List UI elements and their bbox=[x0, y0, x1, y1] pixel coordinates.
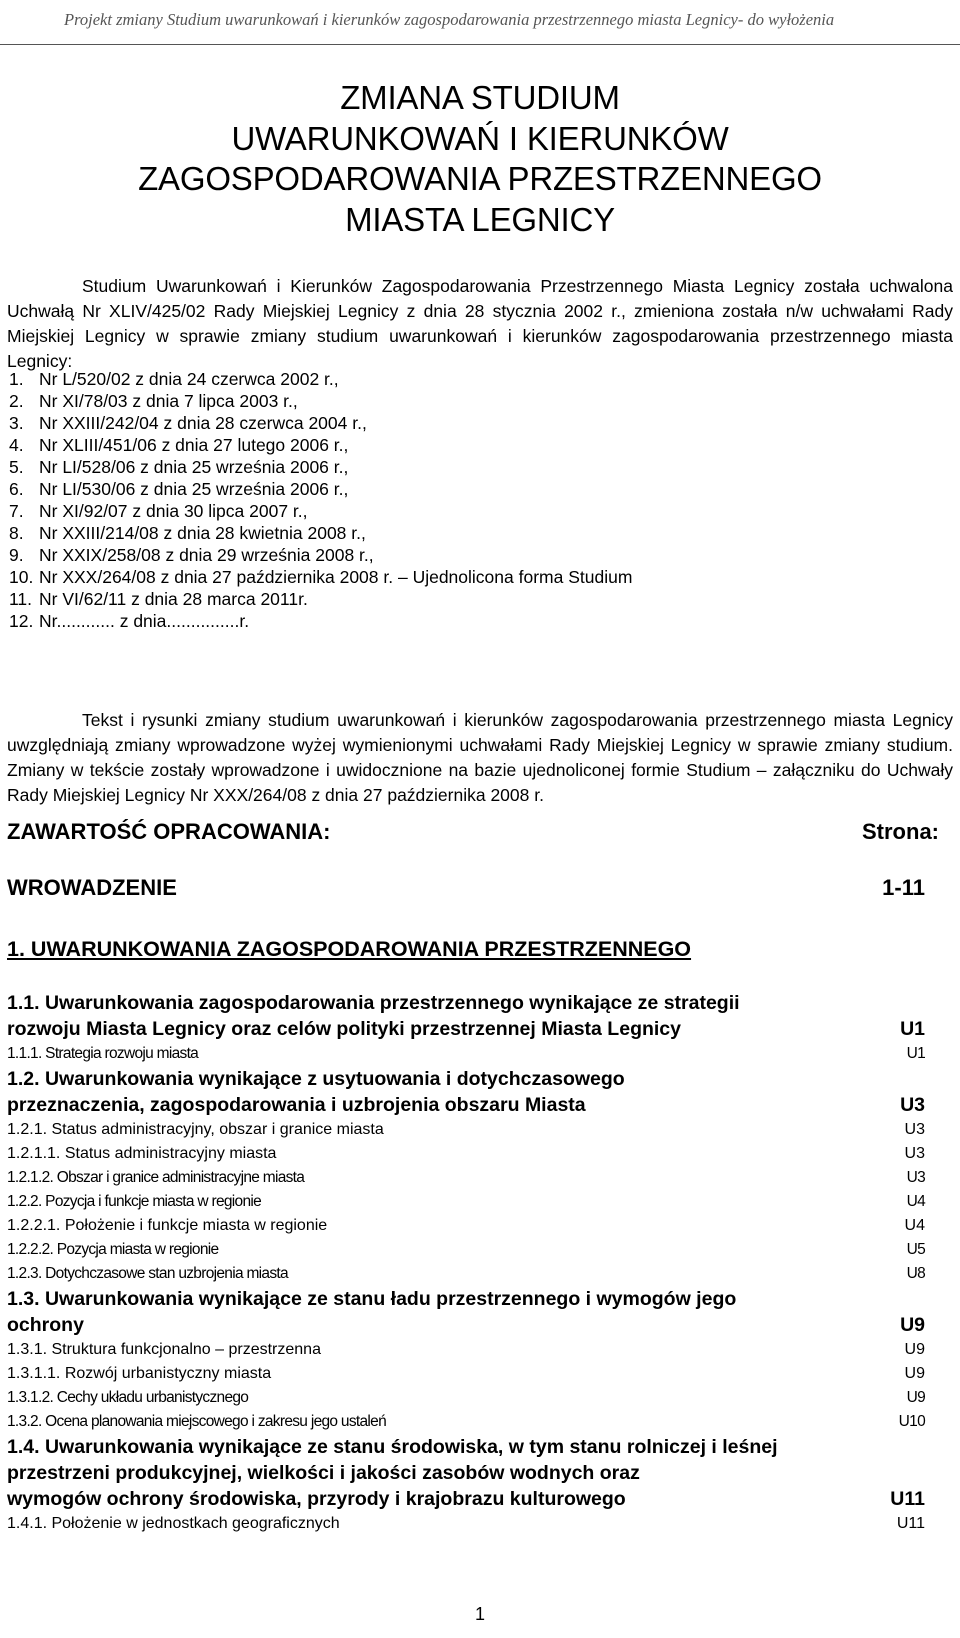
list-item-number: 1. bbox=[9, 369, 24, 389]
list-item-text: Nr XXIII/242/04 z dnia 28 czerwca 2004 r., bbox=[39, 413, 367, 433]
toc-entry-line: 1.2.2.1. Położenie i funkcje miasta w regionie bbox=[7, 1217, 328, 1234]
toc-entry[interactable] bbox=[7, 1066, 925, 1118]
list-item bbox=[7, 522, 953, 544]
toc-entry-page: U9 bbox=[904, 1365, 925, 1382]
list-item-text: Nr XLIII/451/06 z dnia 27 lutego 2006 r., bbox=[39, 435, 349, 455]
toc-entry[interactable] bbox=[7, 1214, 925, 1238]
list-item-number: 6. bbox=[9, 479, 24, 499]
toc-entry-page: U9 bbox=[904, 1341, 925, 1358]
list-item-number: 8. bbox=[9, 523, 24, 543]
contents-heading: ZAWARTOŚĆ OPRACOWANIA: bbox=[7, 819, 331, 844]
toc-entry-line: 1.4. Uwarunkowania wynikające ze stanu środowiska, w tym stanu rolniczej i leśnej bbox=[7, 1436, 778, 1458]
toc-entry-page: U3 bbox=[906, 1169, 925, 1186]
list-item-number: 12. bbox=[9, 611, 34, 631]
list-item bbox=[7, 544, 953, 566]
toc-entry[interactable] bbox=[7, 1286, 925, 1338]
contents-heading-row bbox=[7, 819, 939, 845]
toc-entry-page: U1 bbox=[906, 1045, 925, 1062]
list-item-text: Nr L/520/02 z dnia 24 czerwca 2002 r., bbox=[39, 369, 339, 389]
list-item-number: 2. bbox=[9, 391, 24, 411]
toc-entry[interactable] bbox=[7, 1512, 925, 1536]
list-item-text: Nr XXIII/214/08 z dnia 28 kwietnia 2008 r., bbox=[39, 523, 366, 543]
list-item bbox=[7, 610, 953, 632]
list-item-number: 4. bbox=[9, 435, 24, 455]
list-item-text: Nr XXX/264/08 z dnia 27 października 2008 r. – Ujednolicona forma Studium bbox=[39, 567, 633, 587]
toc-entry-line: 1.2.1.2. Obszar i granice administracyjne miasta bbox=[7, 1169, 305, 1186]
toc-entry[interactable] bbox=[7, 1166, 925, 1190]
summary-text: Tekst i rysunki zmiany studium uwarunkowań i kierunków zagospodarowania przestrzennego miasta Legnicy uwzględniają zmiany wprowadzone wyżej wymienionymi uchwałami Rady Miejskiej Legnicy w sprawie zmiany studium. Zmiany w tekście zostały wprowadzone i uwidocznione na bazie ujednoliconej formie Studium – załączniku do Uchwały Rady Miejskiej Legnicy Nr XXX/264/08 z dnia 27 października 2008 r. bbox=[7, 710, 953, 805]
toc-entry-page: U8 bbox=[906, 1265, 925, 1282]
toc-entry-page: U10 bbox=[898, 1413, 925, 1430]
list-item bbox=[7, 456, 953, 478]
toc-entry-page: U3 bbox=[900, 1094, 925, 1116]
page-number: 1 bbox=[474, 1604, 485, 1624]
toc-entry[interactable] bbox=[7, 1338, 925, 1362]
toc-entry-line: 1.3.1. Struktura funkcjonalno – przestrzenna bbox=[7, 1341, 321, 1358]
summary-paragraph bbox=[7, 708, 953, 808]
toc-entry-line: 1.2.2.2. Pozycja miasta w regionie bbox=[7, 1241, 219, 1258]
list-item-number: 9. bbox=[9, 545, 24, 565]
toc-entry[interactable] bbox=[7, 990, 925, 1042]
title-line: ZMIANA STUDIUM bbox=[340, 79, 620, 116]
toc-entry[interactable] bbox=[7, 1142, 925, 1166]
introduction-row bbox=[7, 875, 925, 901]
toc-list bbox=[7, 990, 925, 1536]
list-item-number: 7. bbox=[9, 501, 24, 521]
list-item bbox=[7, 390, 953, 412]
list-item bbox=[7, 434, 953, 456]
list-item-text: Nr LI/530/06 z dnia 25 września 2006 r., bbox=[39, 479, 349, 499]
toc-entry-line: rozwoju Miasta Legnicy oraz celów polityki przestrzennej Miasta Legnicy bbox=[7, 1018, 681, 1040]
toc-entry-line: 1.1. Uwarunkowania zagospodarowania przestrzennego wynikające ze strategii bbox=[7, 992, 740, 1014]
toc-entry-page: U5 bbox=[906, 1241, 925, 1258]
list-item bbox=[7, 566, 953, 588]
toc-entry-line: przestrzeni produkcyjnej, wielkości i jakości zasobów wodnych oraz bbox=[7, 1462, 640, 1484]
intro-paragraph bbox=[7, 274, 953, 374]
toc-entry-line: 1.1.1. Strategia rozwoju miasta bbox=[7, 1045, 199, 1062]
toc-entry-page: U1 bbox=[900, 1018, 925, 1040]
list-item bbox=[7, 588, 953, 610]
toc-entry-line: 1.2.1. Status administracyjny, obszar i granice miasta bbox=[7, 1121, 384, 1138]
toc-entry[interactable] bbox=[7, 1386, 925, 1410]
toc-entry-page: U9 bbox=[900, 1314, 925, 1336]
list-item bbox=[7, 368, 953, 390]
toc-entry-page: U4 bbox=[906, 1193, 925, 1210]
list-item-number: 11. bbox=[9, 589, 33, 609]
title-line: ZAGOSPODAROWANIA PRZESTRZENNEGO bbox=[138, 160, 822, 197]
toc-entry-line: 1.3.2. Ocena planowania miejscowego i zakresu jego ustaleń bbox=[7, 1413, 387, 1430]
page-column-heading: Strona: bbox=[862, 819, 939, 844]
document-title bbox=[0, 78, 960, 240]
title-line: UWARUNKOWAŃ I KIERUNKÓW bbox=[231, 119, 729, 157]
list-item bbox=[7, 500, 953, 522]
toc-entry-line: przeznaczenia, zagospodarowania i uzbrojenia obszaru Miasta bbox=[7, 1094, 586, 1116]
list-item-text: Nr............ z dnia...............r. bbox=[39, 611, 250, 631]
toc-entry-line: 1.2. Uwarunkowania wynikające z usytuowania i dotychczasowego bbox=[7, 1068, 625, 1090]
toc-entry[interactable] bbox=[7, 1238, 925, 1262]
list-item-text: Nr XI/92/07 z dnia 30 lipca 2007 r., bbox=[39, 501, 308, 521]
introduction-page: 1-11 bbox=[882, 875, 925, 900]
list-item-number: 10. bbox=[9, 567, 34, 587]
toc-entry-line: 1.3.1.2. Cechy układu urbanistycznego bbox=[7, 1389, 249, 1406]
toc-entry[interactable] bbox=[7, 1190, 925, 1214]
toc-entry[interactable] bbox=[7, 1262, 925, 1286]
list-item bbox=[7, 478, 953, 500]
list-item-text: Nr VI/62/11 z dnia 28 marca 2011r. bbox=[39, 589, 308, 609]
running-header: Projekt zmiany Studium uwarunkowań i kierunków zagospodarowania przestrzennego miasta Legnicy- do wyłożenia bbox=[64, 10, 835, 29]
toc-entry-line: 1.2.1.1. Status administracyjny miasta bbox=[7, 1145, 277, 1162]
toc-entry-line: 1.3. Uwarunkowania wynikające ze stanu ładu przestrzennego i wymogów jego bbox=[7, 1288, 737, 1310]
toc-entry[interactable] bbox=[7, 1434, 925, 1512]
list-item-text: Nr XI/78/03 z dnia 7 lipca 2003 r., bbox=[39, 391, 298, 411]
header-rule bbox=[0, 44, 960, 45]
toc-entry-page: U11 bbox=[890, 1488, 925, 1510]
toc-entry-line: wymogów ochrony środowiska, przyrody i krajobrazu kulturowego bbox=[7, 1488, 626, 1510]
toc-entry-line: 1.2.2. Pozycja i funkcje miasta w regionie bbox=[7, 1193, 262, 1210]
toc-entry[interactable] bbox=[7, 1410, 925, 1434]
section-title: 1. UWARUNKOWANIA ZAGOSPODAROWANIA PRZESTRZENNEGO bbox=[7, 937, 692, 961]
toc-entry[interactable] bbox=[7, 1118, 925, 1142]
resolutions-list bbox=[7, 368, 953, 632]
title-line: MIASTA LEGNICY bbox=[345, 200, 615, 238]
toc-entry[interactable] bbox=[7, 1362, 925, 1386]
toc-entry-page: U4 bbox=[904, 1217, 925, 1234]
intro-text: Studium Uwarunkowań i Kierunków Zagospodarowania Przestrzennego Miasta Legnicy została uchwalona Uchwałą Nr XLIV/425/02 Rady Miejskiej Legnicy z dnia 28 stycznia 2002 r., zmieniona została n/w uchwałami Rady Miejskiej Legnicy w sprawie zmiany studium uwarunkowań i kierunków zagospodarowania przestrzennego miasta Legnicy: bbox=[7, 276, 953, 371]
toc-entry-page: U3 bbox=[904, 1145, 925, 1162]
toc-entry-line: 1.2.3. Dotychczasowe stan uzbrojenia miasta bbox=[7, 1265, 288, 1282]
toc-entry-line: ochrony bbox=[7, 1314, 84, 1336]
list-item-text: Nr LI/528/06 z dnia 25 września 2006 r., bbox=[39, 457, 349, 477]
list-item bbox=[7, 412, 953, 434]
toc-entry-page: U9 bbox=[906, 1389, 925, 1406]
list-item-text: Nr XXIX/258/08 z dnia 29 września 2008 r., bbox=[39, 545, 374, 565]
introduction-label: WROWADZENIE bbox=[7, 875, 177, 900]
toc-entry-page: U3 bbox=[904, 1121, 925, 1138]
list-item-number: 5. bbox=[9, 457, 24, 477]
list-item-number: 3. bbox=[9, 413, 24, 433]
toc-entry-page: U11 bbox=[896, 1515, 925, 1532]
toc-entry-line: 1.4.1. Położenie w jednostkach geograficznych bbox=[7, 1515, 340, 1532]
toc-entry-line: 1.3.1.1. Rozwój urbanistyczny miasta bbox=[7, 1365, 272, 1382]
toc-entry[interactable] bbox=[7, 1042, 925, 1066]
